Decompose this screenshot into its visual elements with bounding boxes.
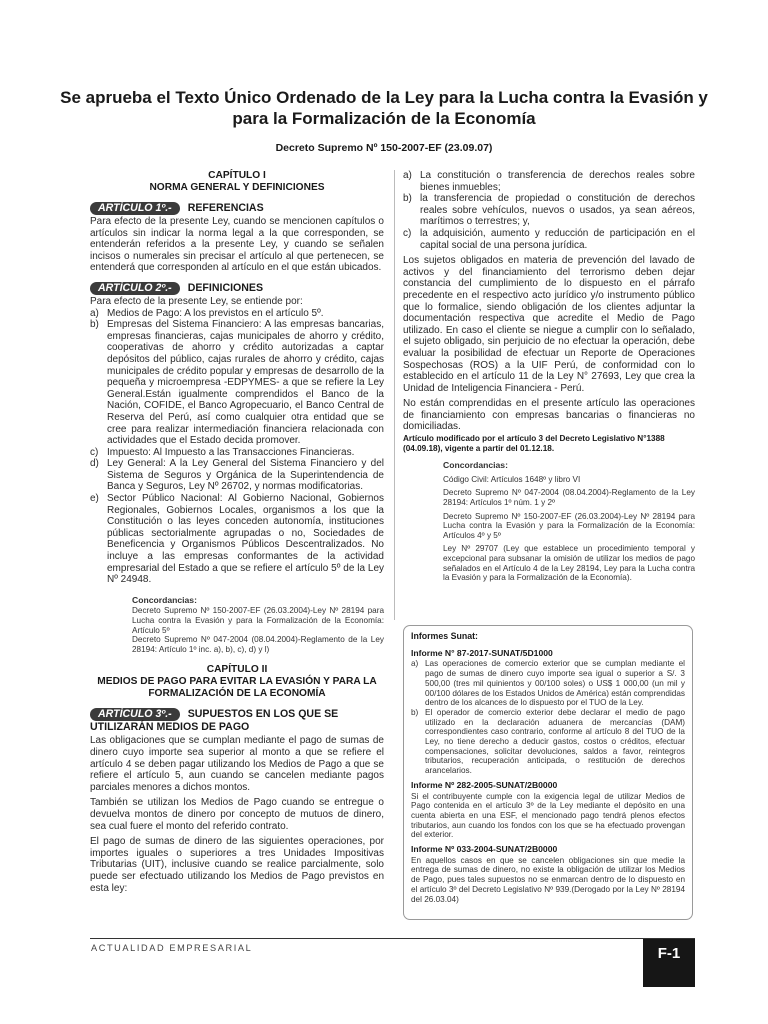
list-item [411, 708, 685, 776]
list-item [403, 170, 695, 193]
item-text: El operador de comercio exterior debe declarar el medio de pago utilizado en la declaración aduanera de mercancías (DAM) correspondientes caso contrario, conforme al artículo 8 del TUO de la Ley, no tiene derecho a deducir gastos, costos o créditos, efectuar compensaciones, solicitar devoluciones, saldos a favor, reintegros tributarios, recuperación anticipada, o restitución de derechos arancelarios. [425, 707, 685, 776]
page-number-badge: F-1 [643, 939, 695, 987]
item-letter: a) [90, 307, 99, 319]
item-letter: a) [403, 170, 412, 181]
chapter-1-title: NORMA GENERAL Y DEFINICIONES [149, 182, 325, 193]
article-3-paragraph: También se utilizan los Medios de Pago cuando se entregue o devuelva montos de dinero por concepto de mutuos de dinero, sea cual fuere el monto del referido contrato. [90, 797, 384, 832]
sunat-header: Informes Sunat: [411, 631, 478, 641]
item-text: La constitución o transferencia de derechos reales sobre bienes inmuebles; [420, 170, 695, 193]
article-3-heading [90, 708, 384, 734]
article-1-body: Para efecto de la presente Ley, cuando se mencionen capítulos o artículos sin indicar la norma legal a la que corresponden, se entenderán referidos a la presente Ley, y cuando se señalen incisos o numerales sin precisar el artículo al que pertenecen, se entenderá que corresponden al artículo en el que están ubicados. [90, 216, 384, 274]
article-1-heading [90, 202, 384, 215]
list-item [411, 659, 685, 708]
footer-rule [90, 938, 695, 939]
item-letter: c) [90, 446, 99, 458]
list-item [90, 458, 384, 493]
item-text: Impuesto: Al Impuesto a las Transacciones Financieras. [107, 446, 355, 458]
article-3-concordances [443, 461, 695, 583]
list-item [90, 308, 384, 320]
decree-reference: Decreto Supremo Nº 150-2007-EF (23.09.07) [275, 142, 493, 154]
article-3-paragraph: Las obligaciones que se cumplan mediante el pago de sumas de dinero cuyo importe sea superior al monto a que se refiere el artículo 4 se deben pagar utilizando los Medios de Pago a que se refiere el artículo 5, aun cuando se cancelen mediante pagos parciales menores a dichos montos. [90, 735, 384, 793]
chapter-1-label: CAPÍTULO I [208, 170, 266, 181]
article-2-heading [90, 282, 384, 295]
list-item [90, 319, 384, 447]
chapter-2-label: CAPÍTULO II [206, 664, 268, 676]
column-divider [394, 170, 395, 620]
report-title: Informe Nº 033-2004-SUNAT/2B0000 [411, 844, 558, 855]
definitions-list [90, 308, 384, 586]
item-text: Sector Público Nacional: Al Gobierno Nacional, Gobiernos Regionales, Gobiernos Locales, organismos a los que la Constitución o las leyes conceden autonomía, instituciones públicas sectorialmente agrupadas o no, Sociedades de Beneficencia y Organismos Públicos Descentralizados. No incluye a las empresas conformantes de la actividad empresarial del Estado a que se refiere el artículo 5º de la Ley Nº 24948. [107, 493, 384, 586]
page-title: Se aprueba el Texto Único Ordenado de la Ley para la Lucha contra la Evasión y para la Formalización de la Economía [60, 88, 708, 128]
chapter-2-heading [90, 664, 384, 700]
article-2-title: DEFINICIONES [187, 281, 264, 294]
item-text: la adquisición, aumento y reducción de participación en el capital social de una persona jurídica. [420, 227, 695, 251]
list-item [90, 447, 384, 459]
paragraph-exclusions: No están comprendidas en el presente artículo las operaciones de financiamiento con empresas bancarias o financieras no domiciliadas. [403, 398, 695, 433]
right-column [403, 170, 695, 583]
concordance-item: Decreto Supremo Nº 150-2007-EF (26.03.2004)-Ley Nº 28194 para Lucha contra la Evasión y para la Formalización de la Economía: Artículo 5º [132, 606, 384, 635]
article-2-intro: Para efecto de la presente Ley, se entiende por: [90, 295, 303, 307]
left-column [90, 170, 384, 894]
concordance-item: Decreto Supremo Nº 150-2007-EF (26.03.2004)-Ley Nº 28194 para Lucha contra la Evasión y para la Formalización de la Economía: Artículos 4º y 5º [443, 511, 695, 540]
report-title: Informe N° 87-2017-SUNAT/5D1000 [411, 647, 553, 658]
article-1-badge: ARTÍCULO 1º.- [90, 202, 180, 215]
concordance-item: Código Civil: Artículos 1648º y libro VI [443, 474, 581, 484]
concordance-item: Decreto Supremo Nº 047-2004 (08.04.2004)-Reglamento de la Ley 28194: Artículo 1º inc. a), b), c), d) y l) [132, 635, 384, 654]
chapter-1-heading [90, 170, 384, 194]
article-3-title: SUPUESTOS EN LOS QUE SE UTILIZARÁN MEDIOS DE PAGO [90, 708, 339, 734]
report-text: En aquellos casos en que se cancelen obligaciones sin que medie la entrega de sumas de dinero, no existe la obligación de utilizar los Medios de Pago, pues tales supuestos no se enmarcan dentro de lo dispuesto en el artículo 3º del Decreto Legislativo Nº 939.(Derogado por la Ley Nº 28194 del 26.03.04) [411, 855, 685, 904]
item-text: Empresas del Sistema Financiero: A las empresas bancarias, empresas financieras, cajas municipales de ahorro y crédito, cooperativas de ahorro y crédito autorizadas a captar depósitos del público, cajas rurales de ahorro y crédito, cajas municipales de crédito popular y empresas de desarrollo de la pequeña y microempresa -EDPYMES- a que se refiere la Ley General.Están igualmente comprendidos el Banco de la Nación, COFIDE, el Banco Agropecuario, el Banco Central de Reserva del Perú, así como cualquier otra entidad que se cree para realizar intermediación financiera relacionada con actividades que el Estado decida promover. [107, 319, 384, 447]
list-item [403, 228, 695, 251]
item-text: Las operaciones de comercio exterior que se cumplan mediante el pago de sumas de dinero cuyo importe sea igual o superior a S/. 3 500,00 (tres mil quinientos y 00/100 soles) o US$ 1 000,00 (un mil y 00/100 dólares de los Estados Unidos de América) están comprendidas dentro de los alcances de lo dispuesto por el TUO de la Ley. [425, 659, 685, 708]
item-letter: b) [403, 193, 412, 205]
report-text: Si el contribuyente cumple con la exigencia legal de utilizar Medios de Pago contenida en el artículo 3º de la Ley mediante el depósito en una cuenta abierta en una ESF, el mencionado pago tendrá plenos efectos tributarios, aun cuando los fondos con los que se ha efectuado provengan del exterior. [411, 791, 685, 840]
article-3-paragraph: El pago de sumas de dinero de las siguientes operaciones, por importes iguales o superiores a tres Unidades Impositivas Tributarias (UIT), inclusive cuando se realice parcialmente, solo puede ser efectuado utilizando los Medios de Pago previstos en esta ley: [90, 836, 384, 894]
item-letter: b) [411, 707, 419, 717]
paragraph-obligated-subjects: Los sujetos obligados en materia de prevención del lavado de activos y del financiamiento del terrorismo deben dejar constancia del cumplimiento de lo dispuesto en el párrafo precedente en el respectivo acto jurídico y/o instrumento público que lo formalice, siendo obligación de los clientes adjuntar la documentación respectiva que acredite el Medio de Pago utilizado. En caso el cliente se niegue a cumplir con lo señalado, el sujeto obligado, sin perjuicio de no efectuar la operación, debe evaluar la posibilidad de efectuar un Reporte de Operaciones Sospechosas (ROS) a la UIF Perú, de conformidad con lo establecido en el artículo 11 de la Ley N° 27693, Ley que crea la Unidad de Inteligencia Financiera - Perú. [403, 255, 695, 394]
item-text: Medios de Pago: A los previstos en el artículo 5º. [107, 307, 324, 319]
article-3-badge: ARTÍCULO 3º.- [90, 708, 180, 721]
concordances-header: Concordancias: [132, 594, 197, 605]
item-text: la transferencia de propiedad o constitución de derechos reales sobre vehículos, nuevos o usados, ya sean aéreos, marítimos o terrestres; y, [420, 193, 695, 228]
report-1-list [411, 659, 685, 775]
article-2-badge: ARTÍCULO 2º.- [90, 282, 180, 295]
item-letter: d) [90, 458, 99, 470]
item-letter: a) [411, 659, 419, 669]
concordances-header: Concordancias: [443, 460, 508, 471]
article-2-concordances [132, 596, 384, 655]
report-title: Informe Nº 282-2005-SUNAT/2B0000 [411, 779, 558, 790]
concordance-item: Ley Nº 29707 (Ley que establece un procedimiento temporal y excepcional para subsanar la omisión de utilizar los medios de pago señalados en el Artículo 4 de la Ley 28194, Ley para la Lucha contra la Evasión y para la Formalización de la Economía). [443, 544, 695, 583]
item-text: Ley General: A la Ley General del Sistema Financiero y del Sistema de Seguros y Orgánica de la Superintendencia de Banca y Seguros, Ley Nº 26702, y normas modificatorias. [107, 458, 384, 493]
article-1-title: REFERENCIAS [187, 202, 264, 214]
item-letter: b) [90, 319, 99, 331]
publication-name: ACTUALIDAD EMPRESARIAL [91, 943, 253, 953]
item-letter: c) [403, 227, 412, 239]
list-item [403, 193, 695, 228]
sunat-reports-box [403, 625, 693, 920]
modification-note: Artículo modificado por el artículo 3 del Decreto Legislativo N°1388 (04.09.18), vigente a partir del 01.12.18. [403, 434, 665, 453]
item-letter: e) [90, 493, 99, 505]
concordance-item: Decreto Supremo Nº 047-2004 (08.04.2004)-Reglamento de la Ley 28194: Artículos 1º núm. 1 y 2º [443, 488, 695, 508]
chapter-2-title: MEDIOS DE PAGO PARA EVITAR LA EVASIÓN Y PARA LA FORMALIZACIÓN DE LA ECONOMÍA [97, 676, 377, 700]
operations-list [403, 170, 695, 251]
list-item [90, 493, 384, 586]
